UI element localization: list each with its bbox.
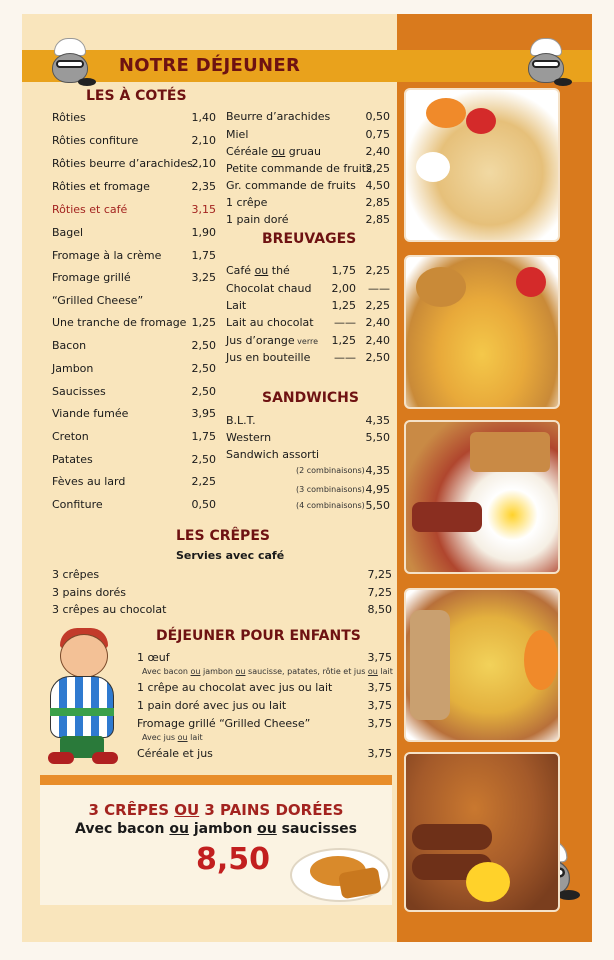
eggs-benedict-photo [404,255,560,409]
item-price: 0,50 [365,110,390,123]
item-name: Rôties beurre d’arachides [52,157,193,170]
item-price: 5,50 [365,499,390,512]
combo-label: (3 combinaisons) [296,485,365,494]
kids-item-note: Avec bacon ou jambon ou saucisse, patates, rôtie et jus ou lait [142,667,393,676]
item-name: Bagel [52,226,84,239]
item-price-small: 1,25 [331,299,356,312]
menu-item [52,156,222,171]
item-name: Confiture [52,498,103,511]
kids-item-note: Avec jus ou lait [142,733,203,742]
item-name: Fèves au lard [52,475,126,488]
item-price: 3,75 [367,699,392,712]
item-name: Rôties et café [52,203,128,216]
item-price: 4,95 [365,483,390,496]
item-price: 4,35 [365,414,390,427]
item-name: “Grilled Cheese” [52,294,144,307]
menu-item [226,127,391,142]
item-price-large: 2,25 [365,264,390,277]
item-name: Une tranche de fromage [52,316,187,329]
item-name: Rôties et fromage [52,180,150,193]
item-price-small: —— [334,351,356,364]
promo-subtitle: Avec bacon ou jambon ou saucisses [75,821,357,837]
menu-item [226,333,391,348]
item-price-small: 1,25 [331,334,356,347]
item-price: 2,50 [191,362,216,375]
item-price: 8,50 [367,603,392,616]
item-name: Lait [226,299,247,312]
item-price: 2,50 [191,453,216,466]
menu-item [52,585,392,600]
item-price: 2,50 [191,385,216,398]
item-price: 3,75 [367,717,392,730]
item-name: Fromage grillé [52,271,131,284]
item-name: Viande fumée [52,407,129,420]
item-name: Fromage à la crème [52,249,162,262]
menu-item [52,474,222,489]
french-toast-photo [404,752,560,912]
chef-mascot-icon [524,38,568,90]
item-price: 2,35 [191,180,216,193]
item-price: 2,25 [191,475,216,488]
kids-item [137,698,392,713]
menu-item [226,178,391,193]
menu-item [226,315,391,330]
item-name: 3 crêpes au chocolat [52,603,167,616]
item-price: 3,75 [367,747,392,760]
menu-item [52,338,222,353]
crepes-subtitle: Servies avec café [176,549,285,562]
promo-price: 8,50 [196,842,271,877]
menu-item [52,248,222,263]
menu-item [52,497,222,512]
item-name: Jambon [52,362,94,375]
kids-item [137,650,392,665]
item-name: Petite commande de fruits [226,162,372,175]
combo-label: (4 combinaisons) [296,501,365,510]
menu-item [226,350,391,365]
menu-item [52,567,392,582]
menu-item [52,270,222,285]
sides-title: LES À COTÉS [86,88,187,104]
item-price: 2,10 [191,134,216,147]
menu-item [226,263,391,278]
kids-title: DÉJEUNER POUR ENFANTS [156,628,361,644]
cartoon-character-illustration [30,628,134,768]
menu-item [226,281,391,296]
item-price: 1,75 [191,430,216,443]
item-price: 3,25 [191,271,216,284]
chef-mascot-icon [48,38,92,90]
item-name: 3 crêpes [52,568,100,581]
menu-item [52,384,222,399]
item-price: 4,35 [365,464,390,477]
item-name: Jus en bouteille [226,351,311,364]
item-name: Gr. commande de fruits [226,179,356,192]
item-name: Sandwich assorti [226,448,320,461]
item-name: 1 crêpe au chocolat avec jus ou lait [137,681,333,694]
menu-item [226,144,391,159]
item-price-large: 2,40 [365,334,390,347]
menu-item [52,429,222,444]
item-name: Rôties [52,111,86,124]
crepe-photo [404,88,560,242]
item-name: 3 pains dorés [52,586,126,599]
item-price: 5,50 [365,431,390,444]
menu-item [52,133,222,148]
item-price: 1,90 [191,226,216,239]
menu-item [226,195,391,210]
item-price: 0,50 [191,498,216,511]
item-name: Bacon [52,339,87,352]
item-name: Céréale et jus [137,747,213,760]
item-price-small: 1,75 [331,264,356,277]
item-name: Miel [226,128,249,141]
menu-item [52,602,392,617]
item-name: Rôties confiture [52,134,139,147]
item-name: Chocolat chaud [226,282,312,295]
menu-item [52,293,222,308]
kids-item [137,716,392,731]
menu-item [226,413,391,428]
item-name: Jus d’orange verre [226,334,319,347]
menu-item [226,430,391,445]
menu-item [226,447,391,462]
menu-item [52,452,222,467]
menu-item [52,315,222,330]
item-price: 7,25 [367,568,392,581]
item-price-large: 2,25 [365,299,390,312]
menu-title: NOTRE DÉJEUNER [118,55,301,76]
drinks-title: BREUVAGES [262,231,357,247]
item-price: 2,10 [191,157,216,170]
item-price-small: —— [334,316,356,329]
item-name: B.L.T. [226,414,256,427]
item-price: 2,85 [365,213,390,226]
bacon-eggs-photo [404,420,560,574]
menu-item [52,361,222,376]
item-price: 3,75 [367,681,392,694]
item-price: 1,25 [191,316,216,329]
item-price: 2,40 [365,145,390,158]
item-price: 0,75 [365,128,390,141]
item-price-small: 2,00 [331,282,356,295]
sandwichs-title: SANDWICHS [262,390,359,406]
item-price: 1,75 [191,249,216,262]
menu-item [226,109,391,124]
kids-item [137,746,392,761]
item-name: Café ou thé [226,264,290,277]
item-price-large: 2,40 [365,316,390,329]
item-name: Lait au chocolat [226,316,314,329]
item-name: Céréale ou gruau [226,145,321,158]
kids-item [137,680,392,695]
menu-item [52,110,222,125]
menu-item [52,225,222,240]
menu-item [226,298,391,313]
item-name: Patates [52,453,93,466]
combo-label: (2 combinaisons) [296,466,365,475]
item-name: 1 pain doré avec jus ou lait [137,699,287,712]
omelette-photo [404,588,560,742]
menu-item [52,202,222,217]
item-price: 2,25 [365,162,390,175]
menu-item [52,406,222,421]
menu-item [52,179,222,194]
item-name: Western [226,431,272,444]
item-price: 2,50 [191,339,216,352]
crepes-title: LES CRÊPES [176,528,270,544]
menu-item [226,161,391,176]
item-price-large: —— [368,282,390,295]
item-price: 3,95 [191,407,216,420]
item-price: 7,25 [367,586,392,599]
item-name: 1 pain doré [226,213,289,226]
item-price: 1,40 [191,111,216,124]
combo-option [226,463,391,478]
pancake-plate-image [290,848,390,902]
item-price: 3,75 [367,651,392,664]
item-price-large: 2,50 [365,351,390,364]
item-name: Beurre d’arachides [226,110,331,123]
item-price: 3,15 [191,203,216,216]
promo-title: 3 CRÊPES OU 3 PAINS DORÉES [88,801,344,819]
menu-item [226,212,391,227]
item-name: Saucisses [52,385,106,398]
combo-option [226,498,391,513]
item-name: 1 œuf [137,651,170,664]
item-name: 1 crêpe [226,196,268,209]
item-price: 2,85 [365,196,390,209]
item-name: Fromage grillé “Grilled Cheese” [137,717,311,730]
item-price: 4,50 [365,179,390,192]
item-name: Creton [52,430,89,443]
combo-option [226,482,391,497]
